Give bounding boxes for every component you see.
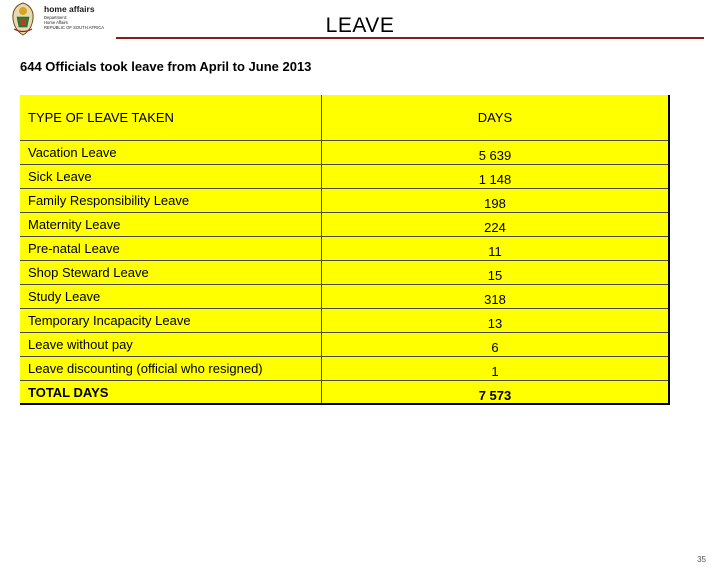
days-cell	[322, 309, 668, 332]
days-cell	[322, 357, 668, 380]
leave-type: Leave discounting (official who resigned)	[28, 361, 263, 376]
leave-type: Pre-natal Leave	[28, 241, 120, 256]
table-row	[20, 261, 668, 285]
logo-name: home affairs	[44, 4, 95, 14]
table-row	[20, 213, 668, 237]
days-cell	[322, 237, 668, 260]
type-cell	[20, 357, 322, 380]
days-cell	[322, 261, 668, 284]
total-days-cell	[322, 381, 668, 403]
logo-line-2: Home Affairs	[44, 20, 68, 25]
leave-type: Family Responsibility Leave	[28, 193, 190, 208]
leave-type: Temporary Incapacity Leave	[28, 313, 191, 328]
days-cell	[322, 189, 668, 212]
total-days: 7 573	[478, 388, 512, 403]
page-number: 35	[697, 555, 706, 564]
type-cell	[20, 285, 322, 308]
table-row	[20, 165, 668, 189]
leave-days: 1	[491, 364, 499, 379]
days-cell	[322, 213, 668, 236]
leave-days: 15	[487, 268, 503, 283]
leave-days: 6	[491, 340, 499, 355]
leave-days: 5 639	[478, 148, 512, 163]
page-subtitle: 644 Officials took leave from April to June 2013	[20, 59, 312, 74]
leave-table	[20, 95, 670, 405]
table-row	[20, 285, 668, 309]
type-cell	[20, 261, 322, 284]
days-cell	[322, 165, 668, 188]
table-total-row	[20, 381, 668, 403]
leave-type: Shop Steward Leave	[28, 265, 149, 280]
type-cell	[20, 165, 322, 188]
type-cell	[20, 141, 322, 164]
leave-days: 11	[488, 244, 502, 259]
header-cell-days	[322, 95, 668, 140]
total-type-cell	[20, 381, 322, 403]
type-cell	[20, 237, 322, 260]
leave-days: 198	[484, 196, 506, 211]
leave-type: Vacation Leave	[28, 145, 117, 160]
title-rule	[116, 37, 704, 39]
leave-days: 13	[487, 316, 503, 331]
leave-type: Maternity Leave	[28, 217, 121, 232]
column-header-days: DAYS	[477, 110, 513, 125]
logo-line-1: Department:	[44, 15, 68, 20]
leave-type: Leave without pay	[28, 337, 133, 352]
leave-days: 318	[484, 292, 506, 307]
column-header-type: TYPE OF LEAVE TAKEN	[28, 110, 174, 125]
leave-days: 1 148	[478, 172, 512, 187]
leave-days: 224	[484, 220, 506, 235]
leave-type: Study Leave	[28, 289, 101, 304]
table-row	[20, 309, 668, 333]
logo-line-3: REPUBLIC OF SOUTH AFRICA	[44, 25, 105, 30]
table-row	[20, 141, 668, 165]
type-cell	[20, 309, 322, 332]
days-cell	[322, 333, 668, 356]
header-cell-type	[20, 95, 322, 140]
days-cell	[322, 141, 668, 164]
table-row	[20, 189, 668, 213]
type-cell	[20, 213, 322, 236]
page-title: LEAVE	[325, 14, 395, 37]
table-row	[20, 357, 668, 381]
days-cell	[322, 285, 668, 308]
total-label: TOTAL DAYS	[28, 385, 109, 400]
type-cell	[20, 333, 322, 356]
table-row	[20, 237, 668, 261]
table-row	[20, 333, 668, 357]
leave-type: Sick Leave	[28, 169, 92, 184]
type-cell	[20, 189, 322, 212]
table-header-row	[20, 95, 668, 141]
